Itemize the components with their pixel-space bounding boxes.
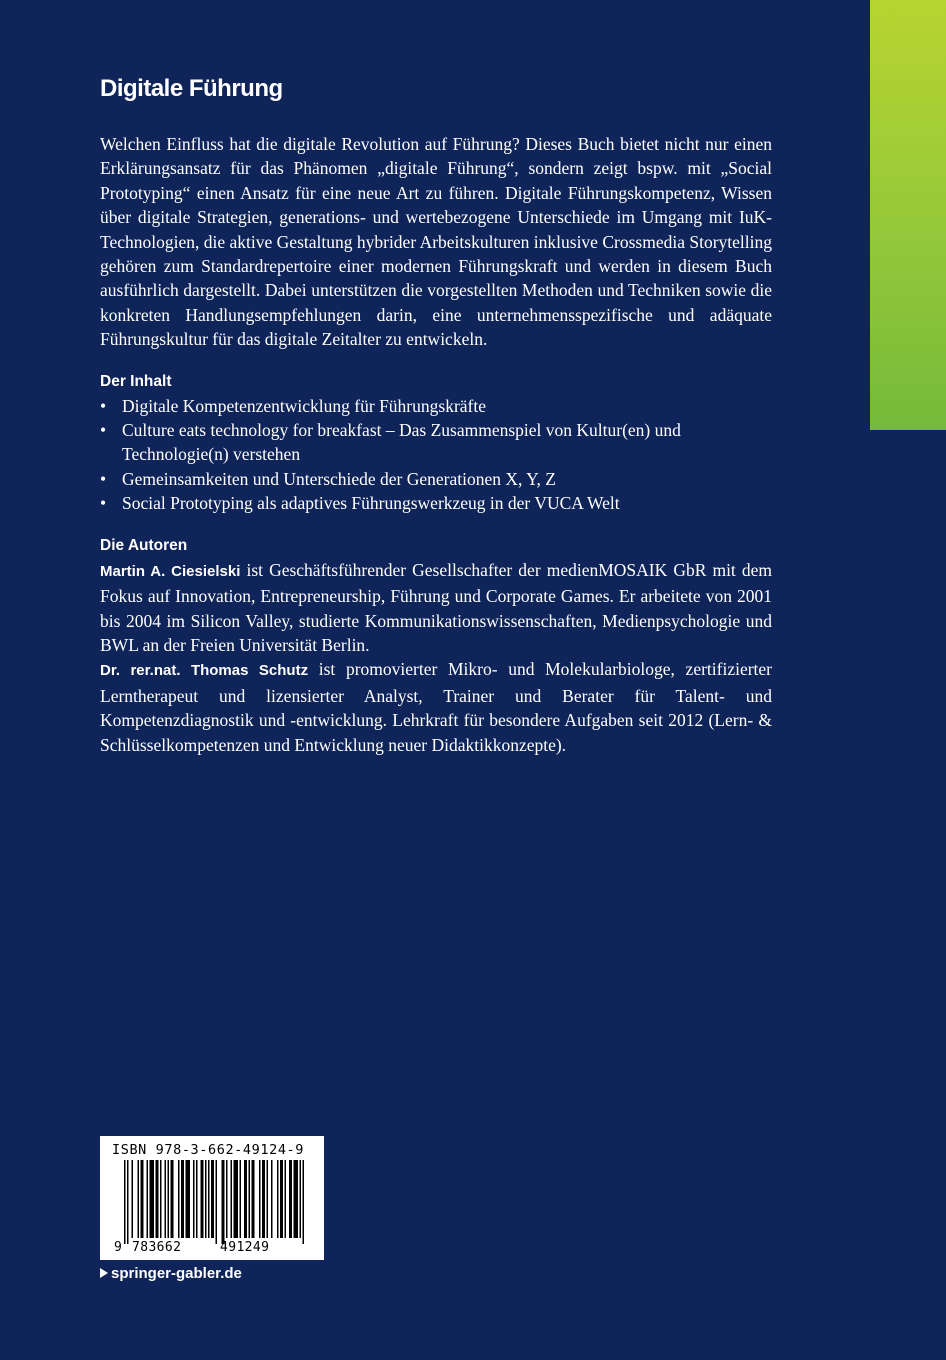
barcode-bar (231, 1160, 233, 1238)
barcode-bar (216, 1160, 218, 1244)
barcode-digits-left: 783662 (132, 1240, 182, 1255)
barcode-digits-right: 491249 (220, 1240, 270, 1255)
barcode-bar (234, 1160, 239, 1238)
barcode-bar (280, 1160, 283, 1238)
barcode-bar (132, 1160, 134, 1238)
barcode-bar (181, 1160, 184, 1238)
barcode-bar (193, 1160, 195, 1238)
barcode-bar (171, 1160, 174, 1238)
bullet-icon: • (100, 493, 107, 514)
barcode-bar (178, 1160, 180, 1238)
author-bio-text: ist Geschäftsführender Gesellschafter der medienMOSAIK GbR mit dem Fokus auf Innovation, Entrepreneurship, Führung und Corporate Games. Er arbeitete von 2001 bis 2004 im Silicon Valley, studierte Kommunikationswissenschaften, Medienpsychologie und BWL an der Freien Universität Berlin. (100, 559, 772, 655)
barcode-bar (165, 1160, 167, 1238)
barcode-bar (138, 1160, 140, 1238)
barcode-bar (186, 1160, 191, 1238)
barcode-bar (156, 1160, 159, 1238)
barcode-bar (294, 1160, 299, 1238)
barcode-bar (168, 1160, 170, 1238)
barcode-bar (289, 1160, 292, 1238)
author-bio (100, 657, 772, 757)
isbn-barcode (100, 1136, 324, 1260)
barcode-bar (226, 1160, 228, 1238)
barcode-bar (300, 1160, 302, 1238)
barcode-bar (285, 1160, 287, 1238)
bullet-icon: • (100, 395, 107, 416)
barcode-bar (147, 1160, 149, 1238)
barcode-bar (208, 1160, 210, 1238)
contents-item (100, 394, 772, 418)
accent-color-band (870, 0, 946, 430)
barcode-bar (124, 1160, 126, 1244)
contents-item (100, 467, 772, 491)
author-bio-text: ist promovierter Mikro- und Molekularbiologe, zertifizierter Lerntherapeut und lizensierter Analyst, Trainer und Berater für Talent- und Kompetenzdiagnostik und -entwicklung. Lehrkraft für besondere Aufgaben seit 2012 (Lern- & Schlüsselkompetenzen und Entwicklung neuer Didaktikkonzepte). (100, 659, 773, 755)
barcode-bar (252, 1160, 255, 1238)
bullet-icon: • (100, 420, 107, 441)
authors-heading: Die Autoren (100, 536, 188, 554)
contents-heading: Der Inhalt (100, 372, 172, 390)
barcode-bar (259, 1160, 261, 1238)
barcode-bar (141, 1160, 144, 1238)
barcode-bar (240, 1160, 242, 1238)
contents-item-text: Culture eats technology for breakfast – Das Zusammenspiel von Kultur(en) und Technologie(n) verstehen (122, 420, 681, 465)
contents-list (100, 394, 772, 516)
barcode-bar (150, 1160, 155, 1238)
bullet-icon: • (100, 468, 107, 489)
contents-item (100, 418, 772, 467)
barcode-bar (196, 1160, 198, 1238)
barcode-digit-first: 9 (114, 1240, 122, 1255)
barcode-bar (244, 1160, 247, 1238)
isbn-label: ISBN 978-3-662-49124-9 (112, 1142, 305, 1158)
barcode-bar (127, 1160, 129, 1244)
barcode-bar (205, 1160, 207, 1238)
barcode-bar (271, 1160, 273, 1238)
author-bio (100, 558, 772, 658)
barcode-bar (267, 1160, 269, 1238)
contents-item-text: Social Prototyping als adaptives Führungswerkzeug in der VUCA Welt (122, 493, 620, 514)
website-text: springer-gabler.de (111, 1265, 242, 1282)
barcode-bar (160, 1160, 162, 1238)
barcode-bar (211, 1160, 214, 1238)
contents-item-text: Gemeinsamkeiten und Unterschiede der Generationen X, Y, Z (122, 468, 556, 489)
barcode-bar (262, 1160, 265, 1238)
barcode-bar (249, 1160, 251, 1238)
contents-item-text: Digitale Kompetenzentwicklung für Führungskräfte (122, 395, 486, 416)
book-description: Welchen Einfluss hat die digitale Revolution auf Führung? Dieses Buch bietet nicht nur einen Erklärungsansatz für das Phänomen „digitale Führung“, sondern zeigt bspw. mit „Social Prototyping“ einen Ansatz für eine neue Art zu führen. Digitale Führungskompetenz, Wissen über digitale Strategien, generations- und wertebezogene Unterschiede im Umgang mit IuK-Technologien, die aktive Gestaltung hybrider Arbeitskulturen inklusive Crossmedia Storytelling gehören zum Standardrepertoire einer modernen Führungskraft und werden in diesem Buch ausführlich dargestellt. Dabei unterstützen die vorgestellten Methoden und Techniken sowie die konkreten Handlungsempfehlungen darin, eine unternehmensspezifische und adäquate Führungskultur für das digitale Zeitalter zu entwickeln. (100, 134, 772, 350)
barcode-bar (277, 1160, 279, 1238)
cover-text-block (100, 72, 772, 757)
publisher-website-link[interactable] (100, 1264, 242, 1284)
barcode-bar (303, 1160, 305, 1244)
contents-item (100, 491, 772, 515)
barcode-bars (124, 1160, 314, 1244)
author-name: Dr. rer.nat. Thomas Schutz (100, 662, 309, 680)
play-triangle-icon (100, 1268, 108, 1278)
barcode-bar (222, 1160, 225, 1244)
book-title: Digitale Führung (100, 75, 283, 102)
author-name: Martin A. Ciesielski (100, 562, 241, 580)
barcode-bar (201, 1160, 204, 1238)
